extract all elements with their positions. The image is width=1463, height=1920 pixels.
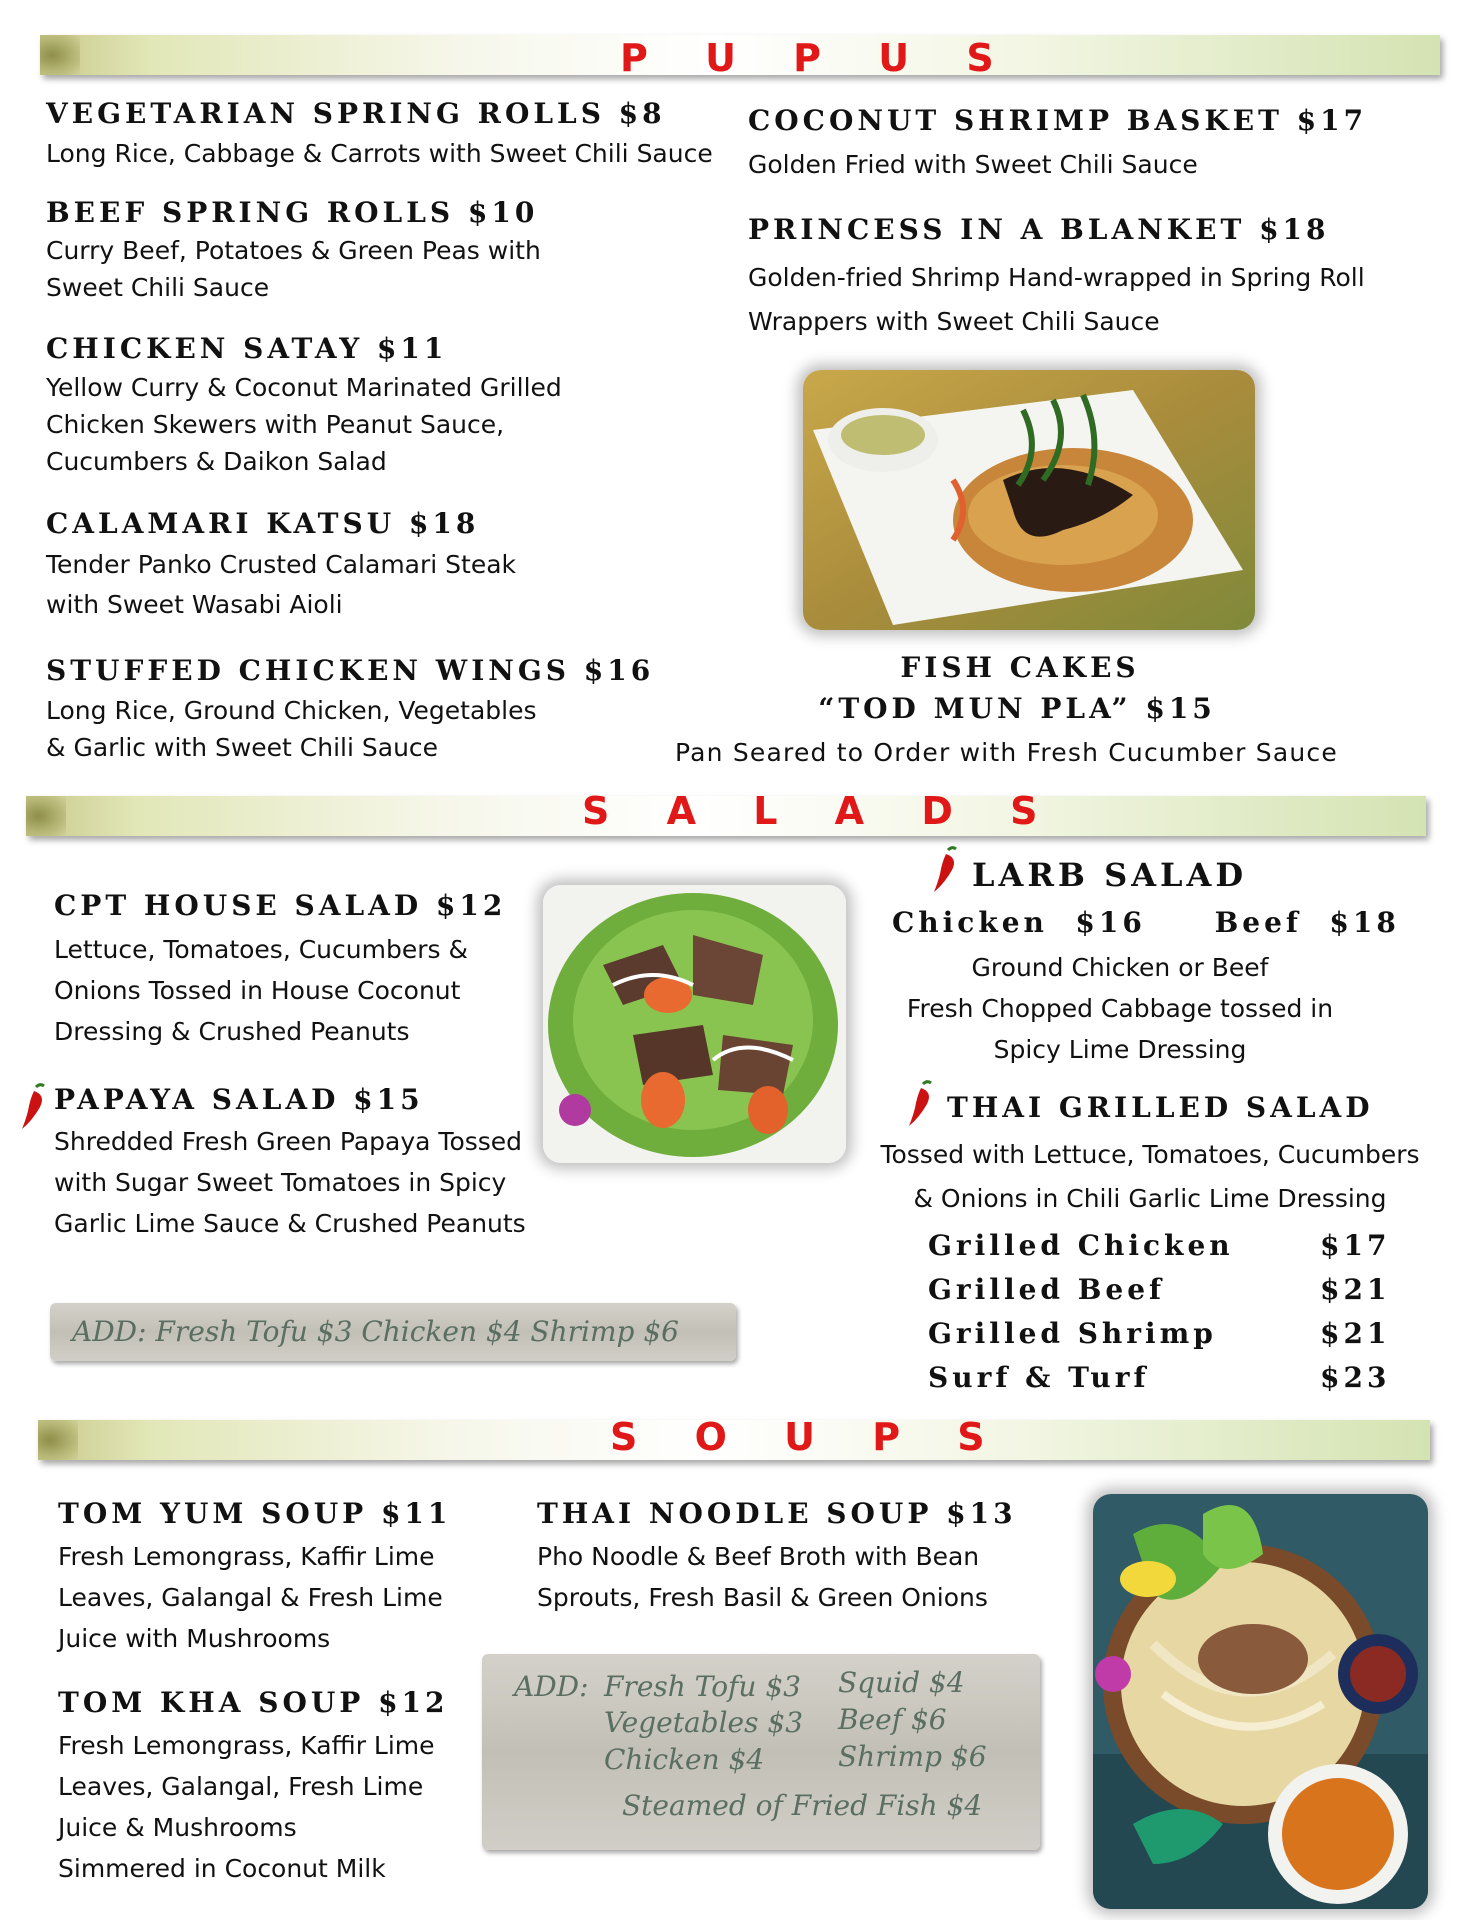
menu-item-desc: Pho Noodle & Beef Broth with Bean Sprouts, Fresh Basil & Green Onions [537, 1542, 988, 1612]
menu-item-desc: Lettuce, Tomatoes, Cucumbers & Onions Tossed in House Coconut Dressing & Crushed Peanuts [54, 935, 468, 1046]
menu-item-name: LARB SALAD [972, 856, 1248, 894]
menu-item-name: COCONUT SHRIMP BASKET $17 [748, 104, 1368, 137]
grilled-option-label: Grilled Beef [928, 1273, 1166, 1306]
grilled-option-price: $21 [1320, 1273, 1391, 1306]
food-photo-soup [1093, 1494, 1428, 1909]
menu-item-desc: Long Rice, Ground Chicken, Vegetables & Garlic with Sweet Chili Sauce [46, 696, 537, 762]
grilled-option-price: $17 [1320, 1229, 1391, 1262]
chili-pepper-icon [905, 1080, 935, 1130]
menu-item-desc: Shredded Fresh Green Papaya Tossed with Sugar Sweet Tomatoes in Spicy Garlic Lime Sauce & Crushed Peanuts [54, 1127, 526, 1238]
menu-item-desc: Golden-fried Shrimp Hand-wrapped in Spring Roll Wrappers with Sweet Chili Sauce [748, 263, 1365, 336]
menu-item-name: CPT HOUSE SALAD $12 [54, 889, 507, 922]
menu-item-name: VEGETARIAN SPRING ROLLS $8 [46, 97, 666, 130]
soup-add-on: Beef $6 [838, 1703, 947, 1736]
soup-add-on: Squid $4 [838, 1666, 965, 1699]
chili-pepper-icon [930, 846, 960, 896]
menu-item-name: “TOD MUN PLA” $15 [818, 692, 1216, 725]
menu-item-desc: Pan Seared to Order with Fresh Cucumber Sauce [675, 738, 1338, 767]
grilled-option-price: $21 [1320, 1317, 1391, 1350]
food-photo-calamari [803, 370, 1255, 630]
grilled-option-label: Grilled Chicken [928, 1229, 1234, 1262]
menu-item-desc: Tender Panko Crusted Calamari Steak with Sweet Wasabi Aioli [46, 550, 517, 619]
menu-item-desc: Fresh Lemongrass, Kaffir Lime Leaves, Galangal, Fresh Lime Juice & Mushrooms Simmered in Coconut Milk [58, 1731, 435, 1883]
menu-item-name: CALAMARI KATSU $18 [46, 507, 480, 540]
menu-item-name: PRINCESS IN A BLANKET $18 [748, 213, 1330, 246]
pupus-section-title: P U P U S [620, 36, 1016, 80]
grilled-option-label: Grilled Shrimp [928, 1317, 1217, 1350]
menu-item-name: TOM KHA SOUP $12 [58, 1686, 449, 1719]
soup-add-on: Vegetables $3 [604, 1706, 804, 1739]
menu-item-name: TOM YUM SOUP $11 [58, 1497, 452, 1530]
menu-item-desc: Golden Fried with Sweet Chili Sauce [748, 150, 1198, 179]
menu-item-desc: Ground Chicken or Beef Fresh Chopped Cabbage tossed in Spicy Lime Dressing [906, 953, 1334, 1064]
menu-item-name: THAI GRILLED SALAD [947, 1091, 1374, 1124]
soup-add-on: Shrimp $6 [838, 1740, 987, 1773]
menu-item-desc: Tossed with Lettuce, Tomatoes, Cucumbers & Onions in Chili Garlic Lime Dressing [880, 1140, 1420, 1213]
menu-item-name: FISH CAKES [900, 651, 1140, 684]
soup-add-on: Fresh Tofu $3 [604, 1670, 801, 1703]
grilled-option-label: Surf & Turf [928, 1361, 1150, 1394]
menu-item-desc: Curry Beef, Potatoes & Green Peas with Sweet Chili Sauce [46, 236, 541, 302]
soups-section-title: S O U P S [610, 1415, 1007, 1459]
soup-add-ons-label: ADD: [514, 1670, 589, 1703]
menu-item-name: CHICKEN SATAY $11 [46, 332, 448, 365]
soup-add-on: Steamed of Fried Fish $4 [622, 1789, 983, 1822]
menu-item-desc: Long Rice, Cabbage & Carrots with Sweet Chili Sauce [46, 139, 713, 168]
menu-item-name: PAPAYA SALAD $15 [54, 1083, 424, 1116]
menu-item-desc: Fresh Lemongrass, Kaffir Lime Leaves, Galangal & Fresh Lime Juice with Mushrooms [58, 1542, 443, 1653]
salad-add-ons-text: ADD: Fresh Tofu $3 Chicken $4 Shrimp $6 [72, 1315, 679, 1348]
larb-prices: Chicken $16 Beef $18 [892, 906, 1400, 939]
soup-add-on: Chicken $4 [604, 1743, 765, 1776]
menu-item-name: STUFFED CHICKEN WINGS $16 [46, 654, 655, 687]
menu-item-desc: Yellow Curry & Coconut Marinated Grilled Chicken Skewers with Peanut Sauce, Cucumbers & Daikon Salad [46, 373, 562, 476]
menu-item-name: BEEF SPRING ROLLS $10 [46, 196, 539, 229]
menu-item-name: THAI NOODLE SOUP $13 [537, 1497, 1017, 1530]
salads-section-title: S A L A D S [582, 789, 1060, 833]
chili-pepper-icon [18, 1083, 48, 1133]
food-photo-salad [543, 885, 846, 1163]
grilled-option-price: $23 [1320, 1361, 1391, 1394]
